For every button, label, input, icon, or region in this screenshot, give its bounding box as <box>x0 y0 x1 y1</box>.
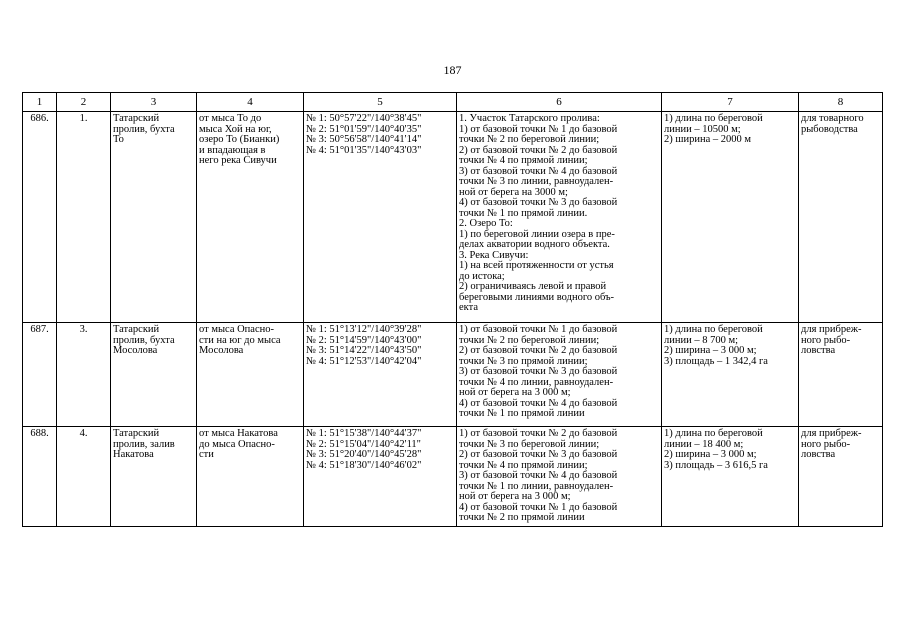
cell-line: 2) ширина – 3 000 м; <box>664 449 757 460</box>
boundaries-cell <box>197 427 304 527</box>
purpose-cell <box>799 323 883 427</box>
cell-line: от мыса Накатова <box>199 428 278 439</box>
cell-line: екта <box>459 302 479 313</box>
boundaries-cell <box>197 112 304 323</box>
purpose-cell <box>799 112 883 323</box>
cell-line: 4) от базовой точки № 1 до базовой <box>459 501 618 513</box>
header-col-1: 1 <box>23 93 57 112</box>
cell-line: пролив, бухта <box>113 334 175 346</box>
cell-line: точки № 3 по прямой линии; <box>459 355 588 367</box>
cell-line: № 4: 51°01'35"/140°43'03" <box>306 144 422 156</box>
dimensions-cell <box>662 112 799 323</box>
coordinates-cell <box>304 112 457 323</box>
header-col-6: 6 <box>457 93 662 112</box>
cell-line: № 1: 50°57'22"/140°38'45" <box>306 113 422 124</box>
header-col-2: 2 <box>57 93 111 112</box>
cell-line: пролив, бухта <box>113 123 175 135</box>
cell-line: 3) от базовой точки № 4 до базовой <box>459 470 618 481</box>
cell-line: 3) площадь – 1 342,4 га <box>664 355 768 367</box>
cell-line: 2. Озеро То: <box>459 218 513 229</box>
boundaries-cell <box>197 323 304 427</box>
description-cell <box>457 112 662 323</box>
cell-line: линии – 10500 м; <box>664 123 741 135</box>
cell-line: точки № 2 по береговой линии; <box>459 134 600 145</box>
cell-line: 2) от базовой точки № 3 до базовой <box>459 449 618 460</box>
water-body-cell <box>111 323 197 427</box>
cell-line: сти на юг до мыса <box>199 334 281 346</box>
cell-line: № 1: 51°15'38"/140°44'37" <box>306 428 422 439</box>
cell-line: от мыса То до <box>199 113 262 124</box>
dimensions-cell <box>662 323 799 427</box>
cell-line: точки № 3 по береговой линии; <box>459 438 600 450</box>
cell-line: точки № 3 по линии, равноудален- <box>459 176 614 187</box>
cell-line: точки № 1 по линии, равноудален- <box>459 480 614 492</box>
cell-line: № 2: 51°15'04"/140°42'11" <box>306 438 421 450</box>
header-col-8: 8 <box>799 93 883 112</box>
cell-line: и впадающая в <box>199 144 266 156</box>
description-cell <box>457 427 662 527</box>
cell-line: 1) по береговой линии озера в пре- <box>459 228 615 240</box>
cell-line: от мыса Опасно- <box>199 324 274 335</box>
cell-line: Мосолова <box>199 345 244 356</box>
cell-line: рыбоводства <box>801 123 858 135</box>
cell-line: делах акватории водного объекта. <box>459 239 610 250</box>
cell-line: 1) от базовой точки № 2 до базовой <box>459 428 618 439</box>
cell-line: 3. Река Сивучи: <box>459 249 529 261</box>
header-col-3: 3 <box>111 93 197 112</box>
cell-line: Татарский <box>113 324 160 335</box>
cell-line: до мыса Опасно- <box>199 438 275 450</box>
cell-line: 1. Участок Татарского пролива: <box>459 113 600 124</box>
cell-line: № 4: 51°12'53"/140°42'04" <box>306 355 422 367</box>
header-col-5: 5 <box>304 93 457 112</box>
cell-line: ловства <box>801 449 836 460</box>
sub-number-cell: 1. <box>57 112 111 323</box>
cell-line: № 1: 51°13'12"/140°39'28" <box>306 324 422 335</box>
cell-line: точки № 4 по прямой линии; <box>459 155 588 166</box>
cell-line: 3) площадь – 3 616,5 га <box>664 459 768 471</box>
cell-line: № 4: 51°18'30"/140°46'02" <box>306 459 422 471</box>
cell-line: 1) на всей протяженности от устья <box>459 260 614 271</box>
fishing-areas-table <box>22 92 883 527</box>
cell-line: для прибреж- <box>801 324 862 335</box>
cell-line: 2) ограничиваясь левой и правой <box>459 281 607 292</box>
cell-line: 1) от базовой точки № 1 до базовой <box>459 324 618 335</box>
cell-line: линии – 18 400 м; <box>664 438 744 450</box>
description-cell <box>457 323 662 427</box>
cell-line: 2) от базовой точки № 2 до базовой <box>459 345 618 356</box>
cell-line: 2) от базовой точки № 2 до базовой <box>459 144 618 156</box>
purpose-cell <box>799 427 883 527</box>
cell-line: 1) длина по береговой <box>664 428 763 439</box>
table-row <box>23 112 883 323</box>
header-col-4: 4 <box>197 93 304 112</box>
page-number: 187 <box>443 63 462 77</box>
cell-line: № 3: 50°56'58"/140°41'14" <box>306 134 422 145</box>
cell-line: точки № 1 по прямой линии. <box>459 207 588 219</box>
cell-line: для прибреж- <box>801 428 862 439</box>
table-row <box>23 323 883 427</box>
table-row <box>23 427 883 527</box>
header-col-7: 7 <box>662 93 799 112</box>
cell-line: ной от берега на 3 000 м; <box>459 387 571 398</box>
cell-line: сти <box>199 449 214 460</box>
cell-line: 1) от базовой точки № 1 до базовой <box>459 123 618 135</box>
cell-line: точки № 2 по прямой линии <box>459 512 585 523</box>
header-row <box>23 93 883 112</box>
cell-line: ной от берега на 3 000 м; <box>459 491 571 502</box>
cell-line: № 2: 51°14'59"/140°43'00" <box>306 334 422 346</box>
cell-line: 4) от базовой точки № 4 до базовой <box>459 397 618 409</box>
cell-line: озеро То (Бианки) <box>199 134 280 145</box>
water-body-cell <box>111 112 197 323</box>
cell-line: мыса Хой на юг, <box>199 123 272 135</box>
cell-line: точки № 1 по прямой линии <box>459 408 585 419</box>
cell-line: точки № 2 по береговой линии; <box>459 334 600 346</box>
cell-line: Накатова <box>113 449 154 460</box>
row-number-cell: 687. <box>23 323 57 427</box>
cell-line: Татарский <box>113 113 160 124</box>
dimensions-cell <box>662 427 799 527</box>
cell-line: Татарский <box>113 428 160 439</box>
cell-line: 2) ширина – 2000 м <box>664 134 751 145</box>
cell-line: 3) от базовой точки № 4 до базовой <box>459 165 618 177</box>
cell-line: ного рыбо- <box>801 334 851 346</box>
cell-line: 1) длина по береговой <box>664 113 763 124</box>
cell-line: 1) длина по береговой <box>664 324 763 335</box>
cell-line: То <box>113 134 124 145</box>
cell-line: 2) ширина – 3 000 м; <box>664 345 757 356</box>
cell-line: для товарного <box>801 113 864 124</box>
cell-line: ного рыбо- <box>801 438 851 450</box>
cell-line: береговыми линиями водного объ- <box>459 291 615 303</box>
cell-line: точки № 4 по прямой линии; <box>459 459 588 471</box>
cell-line: ной от берега на 3000 м; <box>459 186 568 198</box>
row-number-cell: 688. <box>23 427 57 527</box>
cell-line: до истока; <box>459 270 505 282</box>
water-body-cell <box>111 427 197 527</box>
cell-line: Мосолова <box>113 345 158 356</box>
cell-line: № 3: 51°14'22"/140°43'50" <box>306 345 422 356</box>
coordinates-cell <box>304 427 457 527</box>
cell-line: 4) от базовой точки № 3 до базовой <box>459 197 618 208</box>
cell-line: линии – 8 700 м; <box>664 334 739 346</box>
coordinates-cell <box>304 323 457 427</box>
sub-number-cell: 4. <box>57 427 111 527</box>
cell-line: точки № 4 по линии, равноудален- <box>459 376 614 388</box>
cell-line: 3) от базовой точки № 3 до базовой <box>459 366 618 377</box>
sub-number-cell: 3. <box>57 323 111 427</box>
cell-line: № 2: 51°01'59"/140°40'35" <box>306 123 422 135</box>
cell-line: ловства <box>801 345 836 356</box>
cell-line: пролив, залив <box>113 438 175 450</box>
cell-line: № 3: 51°20'40"/140°45'28" <box>306 449 422 460</box>
cell-line: него река Сивучи <box>199 155 277 166</box>
row-number-cell: 686. <box>23 112 57 323</box>
